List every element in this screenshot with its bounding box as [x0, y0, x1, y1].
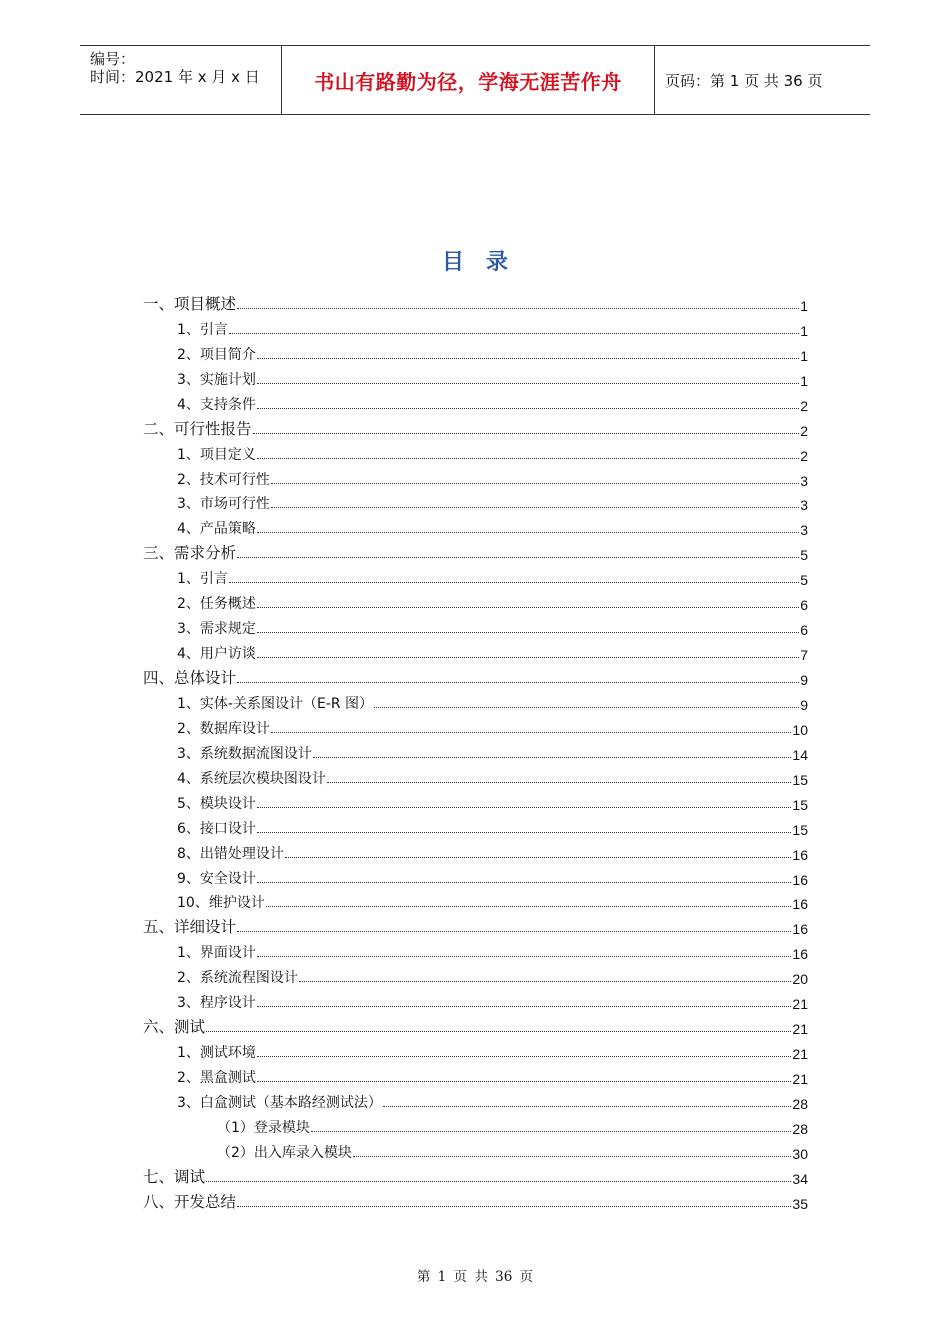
toc-entry[interactable] [143, 1187, 808, 1212]
toc-dot-leader [257, 607, 799, 608]
toc-entry-label: 4、产品策略 [177, 521, 256, 538]
toc-entry[interactable] [143, 439, 808, 464]
toc-entry[interactable] [143, 289, 808, 314]
toc-entry-page: 6 [800, 597, 808, 614]
toc-entry-label: 3、实施计划 [177, 371, 256, 388]
toc-entry-label: 2、系统流程图设计 [177, 970, 298, 987]
toc-entry[interactable] [143, 389, 808, 414]
toc-dot-leader [257, 882, 792, 883]
toc-entry-page: 16 [792, 921, 808, 938]
toc-entry-page: 1 [800, 322, 808, 339]
toc-entry-page: 21 [792, 1021, 808, 1038]
toc-entry[interactable] [143, 1012, 808, 1037]
toc-entry-label: 1、测试环境 [177, 1045, 256, 1062]
toc-entry-page: 28 [792, 1095, 808, 1112]
toc-entry-page: 5 [800, 547, 808, 564]
toc-entry[interactable] [143, 713, 808, 738]
toc-dot-leader [313, 757, 792, 758]
toc-entry-page: 9 [800, 672, 808, 688]
toc-entry-label: 4、用户访谈 [177, 646, 256, 663]
toc-entry-label: 8、出错处理设计 [177, 845, 284, 862]
toc-dot-leader [327, 782, 792, 783]
table-of-contents [143, 289, 808, 1212]
toc-entry-page: 16 [792, 871, 808, 888]
toc-entry[interactable] [143, 663, 808, 688]
toc-entry[interactable] [143, 937, 808, 962]
toc-dot-leader [299, 981, 792, 982]
toc-entry[interactable] [143, 1087, 808, 1112]
toc-entry[interactable] [143, 813, 808, 838]
toc-dot-leader [237, 931, 791, 932]
toc-entry-label: （2）出入库录入模块 [217, 1144, 352, 1161]
toc-entry-page: 16 [792, 946, 808, 963]
header-page-number: 页码：第 1 页 共 36 页 [665, 71, 823, 90]
toc-entry-label: 2、技术可行性 [177, 471, 270, 488]
toc-dot-leader [206, 1031, 791, 1032]
toc-entry-label: 3、系统数据流图设计 [177, 745, 312, 762]
toc-entry[interactable] [143, 738, 808, 763]
toc-entry[interactable] [143, 688, 808, 713]
toc-dot-leader [257, 532, 799, 533]
toc-entry-label: 2、黑盒测试 [177, 1070, 256, 1086]
toc-dot-leader [271, 732, 792, 733]
toc-entry-label: 3、市场可行性 [177, 496, 270, 513]
toc-dot-leader [266, 906, 792, 907]
toc-dot-leader [253, 433, 800, 434]
toc-entry[interactable] [143, 1112, 808, 1137]
toc-entry[interactable] [143, 838, 808, 863]
toc-entry-label: 9、安全设计 [177, 870, 256, 887]
toc-entry-label: 1、引言 [177, 571, 228, 588]
toc-dot-leader [237, 557, 799, 558]
toc-entry[interactable] [143, 1062, 808, 1087]
toc-entry-label: 4、支持条件 [177, 396, 256, 413]
toc-entry[interactable] [143, 613, 808, 638]
toc-dot-leader [271, 507, 799, 508]
toc-entry-page: 28 [792, 1120, 808, 1137]
toc-entry-page: 20 [792, 971, 808, 988]
toc-entry[interactable] [143, 788, 808, 813]
toc-dot-leader [257, 956, 792, 957]
toc-dot-leader [271, 483, 799, 484]
toc-dot-leader [237, 682, 799, 683]
toc-entry-page: 16 [792, 846, 808, 863]
toc-entry-label: 四、总体设计 [143, 670, 237, 687]
toc-entry-page: 30 [792, 1145, 808, 1162]
toc-entry[interactable] [143, 1037, 808, 1062]
toc-entry[interactable] [143, 513, 808, 538]
toc-dot-leader [257, 358, 799, 359]
toc-entry-page: 3 [800, 522, 808, 539]
toc-dot-leader [257, 458, 799, 459]
toc-entry-page: 15 [792, 821, 808, 838]
toc-entry-page: 16 [792, 896, 808, 913]
document-number-label: 编号： [90, 50, 136, 68]
toc-dot-leader [257, 832, 792, 833]
toc-dot-leader [257, 807, 792, 808]
toc-entry[interactable] [143, 912, 808, 937]
toc-entry-page: 15 [792, 796, 808, 813]
toc-entry-page: 1 [800, 297, 808, 314]
toc-entry-label: 二、可行性报告 [143, 420, 252, 438]
toc-entry-page: 15 [792, 771, 808, 788]
toc-entry[interactable] [143, 588, 808, 613]
toc-entry[interactable] [143, 962, 808, 987]
toc-entry[interactable] [143, 1137, 808, 1162]
toc-entry[interactable] [143, 563, 808, 588]
toc-entry-label: 3、程序设计 [177, 995, 256, 1012]
toc-dot-leader [257, 1006, 792, 1007]
toc-entry[interactable] [143, 339, 808, 364]
toc-entry-page: 21 [792, 1046, 808, 1063]
toc-entry[interactable] [143, 863, 808, 888]
toc-entry[interactable] [143, 763, 808, 788]
toc-entry-page: 35 [792, 1195, 808, 1212]
toc-entry[interactable] [143, 489, 808, 514]
toc-entry-page: 34 [792, 1170, 808, 1187]
toc-entry-label: 六、测试 [143, 1019, 206, 1037]
toc-entry-label: 三、需求分析 [143, 545, 237, 563]
toc-dot-leader [257, 1056, 792, 1057]
toc-entry-label: 10、维护设计 [177, 895, 265, 912]
toc-dot-leader [311, 1131, 792, 1132]
toc-entry[interactable] [143, 364, 808, 389]
toc-dot-leader [237, 308, 799, 309]
document-date-label: 时间：2021 年 x 月 x 日 [90, 68, 260, 86]
header-meta [80, 46, 282, 114]
toc-entry-page: 10 [792, 721, 808, 738]
toc-entry-page: 9 [800, 696, 808, 713]
toc-dot-leader [285, 857, 792, 858]
toc-entry[interactable] [143, 1162, 808, 1187]
header-motto: 书山有路勤为径，学海无涯苦作舟 [282, 46, 655, 114]
toc-entry-page: 3 [800, 497, 808, 514]
toc-entry[interactable] [143, 638, 808, 663]
toc-entry-label: 2、任务概述 [177, 596, 256, 613]
toc-entry-label: 五、详细设计 [143, 919, 237, 937]
toc-entry-label: 3、需求规定 [177, 621, 256, 638]
toc-entry-label: 4、系统层次模块图设计 [177, 770, 326, 787]
toc-entry-label: 1、项目定义 [177, 446, 256, 463]
toc-entry-label: 1、界面设计 [177, 945, 256, 962]
toc-entry-page: 6 [800, 622, 808, 639]
toc-dot-leader [257, 408, 799, 409]
toc-dot-leader [257, 632, 799, 633]
toc-entry-page: 14 [792, 746, 808, 763]
toc-dot-leader [237, 1206, 791, 1207]
page-footer: 第 1 页 共 36 页 [416, 1269, 534, 1285]
toc-entry-label: （1）登录模块 [217, 1119, 310, 1136]
toc-dot-leader [206, 1181, 791, 1182]
toc-title: 目录 [441, 250, 530, 275]
toc-entry-label: 1、引言 [177, 321, 228, 338]
toc-entry[interactable] [143, 888, 808, 913]
page-header [80, 45, 870, 115]
toc-entry-label: 2、项目简介 [177, 346, 256, 363]
toc-entry-page: 1 [800, 347, 808, 364]
toc-entry-page: 7 [800, 647, 808, 664]
toc-entry-label: 5、模块设计 [177, 795, 256, 812]
toc-entry[interactable] [143, 987, 808, 1012]
toc-entry-label: 七、调试 [143, 1168, 206, 1186]
toc-entry-page: 2 [800, 447, 808, 464]
toc-entry-label: 2、数据库设计 [177, 720, 270, 737]
toc-entry-label: 一、项目概述 [143, 295, 237, 313]
toc-entry-label: 3、白盒测试（基本路经测试法） [177, 1094, 382, 1111]
toc-dot-leader [353, 1156, 792, 1157]
toc-entry-page: 1 [800, 372, 808, 389]
toc-entry-label: 6、接口设计 [177, 820, 256, 837]
toc-dot-leader [257, 657, 799, 658]
toc-entry[interactable] [143, 414, 808, 439]
toc-entry-page: 2 [800, 397, 808, 414]
toc-dot-leader [229, 333, 799, 334]
toc-entry[interactable] [143, 314, 808, 339]
toc-entry-page: 21 [792, 1071, 808, 1087]
toc-entry[interactable] [143, 464, 808, 489]
toc-dot-leader [257, 383, 799, 384]
toc-dot-leader [383, 1106, 792, 1107]
toc-entry-page: 21 [792, 996, 808, 1013]
toc-entry-page: 5 [800, 572, 808, 589]
toc-dot-leader [257, 1081, 792, 1082]
toc-entry[interactable] [143, 538, 808, 563]
toc-entry-label: 八、开发总结 [143, 1193, 237, 1211]
toc-dot-leader [374, 707, 799, 708]
toc-entry-page: 3 [800, 472, 808, 489]
toc-entry-label: 1、实体-关系图设计（E-R 图） [177, 695, 374, 712]
toc-dot-leader [229, 582, 799, 583]
toc-entry-page: 2 [800, 422, 808, 439]
